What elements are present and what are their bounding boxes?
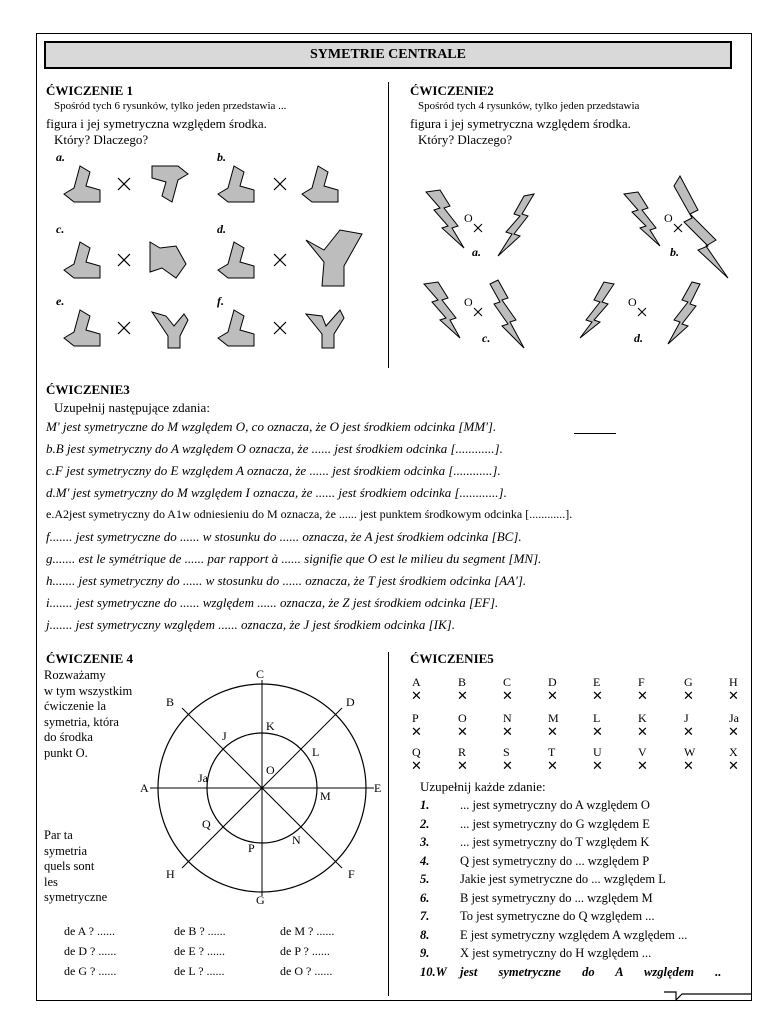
point-L: L <box>312 745 320 759</box>
sentence-number: 3. <box>420 835 430 849</box>
cross-icon: ✕ <box>592 758 603 773</box>
ex1-c-shape <box>64 242 100 278</box>
ex3-line-j: j....... jest symetryczny względem ...... oznacza, że J jest środkiem odcinka [IK]. <box>46 617 455 632</box>
point-M: M <box>320 789 331 803</box>
ex5-sentence <box>420 835 649 850</box>
sentence-text: Jakie jest symetryczne do ... względem L <box>460 872 666 886</box>
point-P: P <box>248 841 255 855</box>
grid-letter: M <box>548 711 559 725</box>
ex4-question-line: les <box>44 874 58 889</box>
ex1-e-image <box>152 312 188 348</box>
ex2-b-center-label: O <box>664 211 673 225</box>
grid-letter: J <box>684 711 689 725</box>
answer-blank: de L ? ...... <box>174 964 225 978</box>
grid-letter: D <box>548 675 557 689</box>
ex4-intro-line: w tym wszystkim <box>44 683 133 698</box>
ex4-intro-line: ćwiczenie la <box>44 699 107 713</box>
ex2-label-a: a. <box>472 245 481 259</box>
sentence-number: 9. <box>420 946 430 960</box>
sentence-text: B jest symetryczny do ... względem M <box>460 890 653 905</box>
ex5-heading: ĆWICZENIE5 <box>410 651 494 666</box>
ex1-label-e: e. <box>56 294 65 308</box>
ex3-line-c: c.F jest symetryczny do E względem A oznacza, że ...... jest środkiem odcinka [............]. <box>46 463 501 478</box>
answer-blank: de O ? ...... <box>280 964 333 978</box>
cross-icon: ✕ <box>637 724 648 739</box>
point-Q: Q <box>202 817 211 831</box>
ex2-line3: Który? Dlaczego? <box>418 132 513 147</box>
ex2-a-bolt <box>426 190 464 248</box>
point-J: J <box>222 729 227 743</box>
cross-icon <box>118 178 130 190</box>
cross-icon: ✕ <box>547 688 558 703</box>
ex4-question-line: symetryczne <box>44 890 108 904</box>
ex3-line-f: f....... jest symetryczne do ...... w stosunku do ...... oznacza, że A jest środkiem odcinka [BC]. <box>46 529 522 544</box>
ex2-figures <box>398 170 743 360</box>
ex4-intro-line: symetria, która <box>44 714 119 729</box>
ex2-d-center-label: O <box>628 295 637 309</box>
ex4-question <box>44 828 107 906</box>
cross-icon: ✕ <box>728 758 739 773</box>
cross-icon <box>274 178 286 190</box>
ex4-intro-line: punkt O. <box>44 745 88 760</box>
ex3-heading: ĆWICZENIE3 <box>46 382 130 397</box>
ex1-line1: Spośród tych 6 rysunków, tylko jeden przedstawia ... <box>54 100 287 112</box>
sentence-number: 10.W <box>420 964 447 979</box>
ex4-intro-line: do środka <box>44 730 93 744</box>
grid-letter: R <box>458 745 467 759</box>
grid-letter: E <box>593 675 601 689</box>
sentence-number: 8. <box>420 927 430 942</box>
cross-icon: ✕ <box>502 724 513 739</box>
ex3-line-h: h....... jest symetryczny do ...... w stosunku do ...... oznacza, że T jest środkiem odcinka [AA']. <box>46 573 527 588</box>
ex5-sentence <box>420 909 655 924</box>
grid-letter: L <box>593 711 601 725</box>
ex2-c-bolt <box>424 282 460 338</box>
grid-letter: Q <box>412 745 421 759</box>
ex1-d-image <box>306 230 362 286</box>
cross-icon: ✕ <box>547 758 558 773</box>
point-D: D <box>346 695 355 709</box>
ex1-b-shape <box>218 166 254 202</box>
cross-icon: ✕ <box>457 688 468 703</box>
ex5-sentence <box>420 928 687 943</box>
ex1-figures <box>40 150 385 360</box>
ex3-line-b: b.B jest symetryczny do A względem O oznacza, że ...... jest środkiem odcinka [............]. <box>46 441 503 456</box>
cross-icon: ✕ <box>592 688 603 703</box>
grid-letter: N <box>503 711 512 725</box>
page-edge-mark <box>664 988 754 1002</box>
cross-icon: ✕ <box>411 758 422 773</box>
grid-letter: F <box>638 675 645 689</box>
ex2-label-d: d. <box>634 331 643 345</box>
cross-icon: ✕ <box>457 724 468 739</box>
grid-letter: V <box>638 745 647 759</box>
ex2-label-c: c. <box>482 331 491 345</box>
sentence-text: ... jest symetryczny do G względem E <box>460 816 650 831</box>
cross-icon: ✕ <box>502 758 513 773</box>
grid-letter: T <box>548 745 556 759</box>
grid-letter: W <box>684 745 696 759</box>
answer-blank: de G ? ...... <box>64 964 117 978</box>
ex4-question-line: Par ta <box>44 828 73 842</box>
ex1-label-f: f. <box>217 294 224 308</box>
ex5-intro: Uzupełnij każde zdanie: <box>420 779 546 794</box>
ex1-label-c: c. <box>56 222 65 236</box>
ex1-line2: figura i jej symetryczna względem środka. <box>46 116 267 131</box>
ex3-line-g: g....... est le symétrique de ...... par rapport à ...... signifie que O est le milieu du segment [MN]. <box>46 551 542 566</box>
ex5-sentence <box>420 965 721 980</box>
ex4-intro-line: Rozważamy <box>44 668 106 682</box>
sentence-number: 5. <box>420 872 430 886</box>
sentence-number: 1. <box>420 798 430 812</box>
ex2-c-center-label: O <box>464 295 473 309</box>
cross-icon: ✕ <box>683 758 694 773</box>
ex2-line2: figura i jej symetryczna względem środka. <box>410 116 631 131</box>
cross-icon: ✕ <box>502 688 513 703</box>
ex1-heading: ĆWICZENIE 1 <box>46 83 134 98</box>
grid-letter: S <box>503 745 510 759</box>
cross-icon: ✕ <box>411 688 422 703</box>
sentence-text: Q jest symetryczny do ... względem P <box>460 853 650 868</box>
cross-icon: ✕ <box>457 758 468 773</box>
ex2-b-image <box>674 176 728 278</box>
sentence-number: 6. <box>420 890 430 905</box>
answer-blank: de M ? ...... <box>280 924 335 938</box>
ex1-e-shape <box>64 310 100 346</box>
ex4-question-line: quels sont <box>44 859 95 873</box>
ex4-question-line: symetria <box>44 843 88 858</box>
point-G: G <box>256 893 265 907</box>
ex2-a-center-label: O <box>464 211 473 225</box>
sentence-text: ... jest symetryczny do A względem O <box>460 798 650 812</box>
ex1-c-image <box>150 242 186 278</box>
point-H: H <box>166 867 175 881</box>
answer-blank: de P ? ...... <box>280 944 330 958</box>
ex2-label-b: b. <box>670 245 679 259</box>
ex1-label-a: a. <box>56 150 65 164</box>
sentence-text: To jest symetryczne do Q względem ... <box>460 909 655 923</box>
ex5-sentence <box>420 946 651 961</box>
grid-letter: A <box>412 675 421 689</box>
answer-blank: de B ? ...... <box>174 924 226 938</box>
ex4-heading: ĆWICZENIE 4 <box>46 651 134 666</box>
grid-letter: U <box>593 745 602 759</box>
point-C: C <box>256 667 265 681</box>
sentence-text: ... jest symetryczny do T względem K <box>460 835 650 849</box>
ex5-sentence <box>420 854 649 869</box>
sentence-text: jest symetryczne do A względem .. <box>460 964 722 979</box>
sentence-text: E jest symetryczny względem A względem ... <box>460 927 688 942</box>
cross-icon: ✕ <box>728 688 739 703</box>
grid-letter: O <box>458 711 467 725</box>
divider-bottom <box>388 652 389 996</box>
ex5-sentence <box>420 872 666 887</box>
ex3-line-d: d.M' jest symetryczny do M względem I oznacza, że ...... jest środkiem odcinka [............]. <box>46 485 507 500</box>
sentence-number: 2. <box>420 816 430 831</box>
ex2-d-bolt <box>580 282 614 338</box>
ex2-d-image <box>668 282 700 344</box>
cross-icon: ✕ <box>547 724 558 739</box>
grid-letter: B <box>458 675 467 689</box>
sentence-text: X jest symetryczny do H względem ... <box>460 946 652 960</box>
cross-icon: ✕ <box>728 724 739 739</box>
ex1-b-image <box>302 166 338 202</box>
sentence-number: 4. <box>420 853 430 868</box>
grid-letter: X <box>729 745 738 759</box>
divider-top <box>388 82 389 368</box>
ex1-f-shape <box>218 310 254 346</box>
ex1-line3: Który? Dlaczego? <box>54 132 149 147</box>
point-A: A <box>140 781 149 795</box>
grid-letter: Ja <box>729 711 739 725</box>
ex2-c-image <box>490 280 524 348</box>
grid-letter: K <box>638 711 647 725</box>
ex3-line-e: e.A2jest symetryczny do A1w odniesieniu do M oznacza, że ...... jest punktem środkowym odcinka [............]. <box>46 507 573 521</box>
cross-icon: ✕ <box>683 724 694 739</box>
ex2-b-bolt <box>624 192 660 246</box>
grid-letter: G <box>684 675 693 689</box>
point-E: E <box>374 781 382 795</box>
grid-letter: P <box>412 711 419 725</box>
ex2-a-image <box>498 194 534 256</box>
point-I: Ja <box>198 771 208 785</box>
ex1-f-image <box>306 310 344 348</box>
cross-icon: ✕ <box>411 724 422 739</box>
grid-letter: H <box>729 675 738 689</box>
ex1-a-image <box>152 166 188 202</box>
ex4-intro <box>44 668 132 761</box>
ex1-label-d: d. <box>217 222 226 236</box>
page-title: SYMETRIE CENTRALE <box>44 41 732 69</box>
ex3-line-a: M' jest symetryczne do M względem O, co oznacza, że O jest środkiem odcinka [MM']. <box>46 419 497 434</box>
ex1-label-b: b. <box>217 150 226 164</box>
cross-icon <box>274 254 286 266</box>
answer-blank: de A ? ...... <box>64 924 115 938</box>
ex4-diagram <box>136 664 388 908</box>
ex5-sentence <box>420 798 650 813</box>
point-B: B <box>166 695 175 709</box>
cross-icon <box>118 322 130 334</box>
ex1-a-shape <box>64 166 100 202</box>
cross-icon: ✕ <box>683 688 694 703</box>
point-O: O <box>266 763 275 777</box>
cross-icon: ✕ <box>637 688 648 703</box>
point-K: K <box>266 719 275 733</box>
answer-blank: de E ? ...... <box>174 944 225 958</box>
ex3-intro: Uzupełnij następujące zdania: <box>54 400 210 415</box>
grid-letter: C <box>503 675 512 689</box>
cross-icon: ✕ <box>592 724 603 739</box>
point-F: F <box>348 867 355 881</box>
ex2-heading: ĆWICZENIE2 <box>410 83 494 98</box>
cross-icon <box>274 322 286 334</box>
answer-blank: de D ? ...... <box>64 944 117 958</box>
ex1-d-shape <box>218 242 254 278</box>
ex5-sentence <box>420 891 653 906</box>
ex3-line-i: i....... jest symetryczne do ...... względem ...... oznacza, że Z jest środkiem odcinka [EF]. <box>46 595 499 610</box>
cross-icon: ✕ <box>637 758 648 773</box>
point-N: N <box>292 833 301 847</box>
sentence-number: 7. <box>420 909 430 923</box>
ex5-sentence <box>420 817 650 832</box>
answer-blank <box>574 433 616 434</box>
ex2-line1: Spośród tych 4 rysunków, tylko jeden przedstawia <box>418 100 640 112</box>
cross-icon <box>118 254 130 266</box>
